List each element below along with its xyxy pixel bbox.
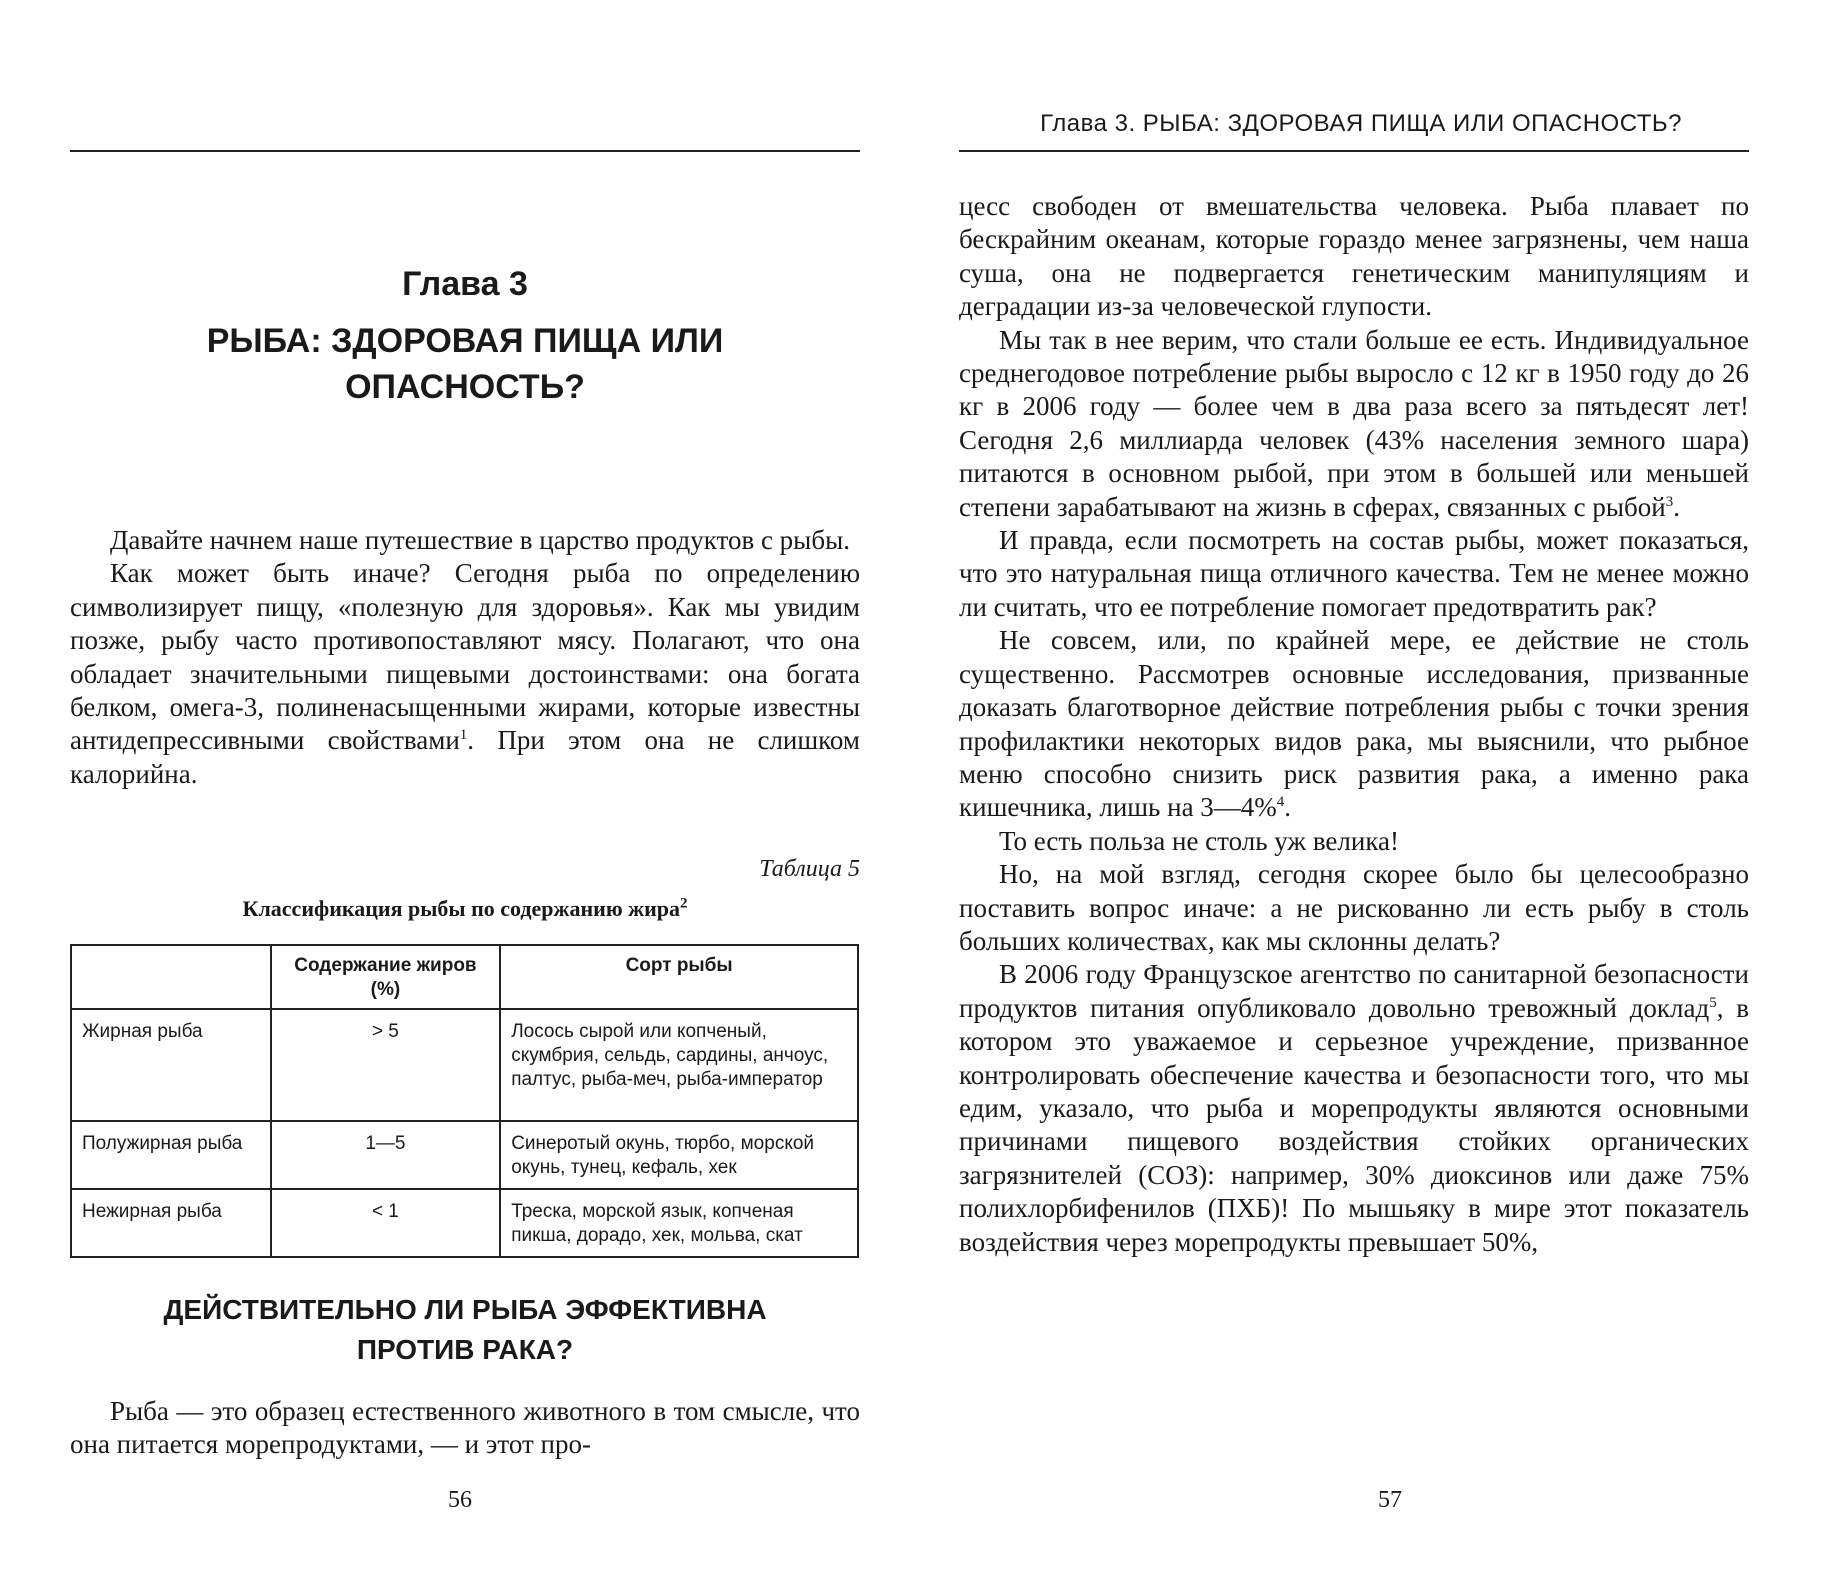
chapter-number: Глава 3 <box>402 265 528 303</box>
table-header-cell <box>71 945 271 1009</box>
paragraph: Давайте начнем наше путешествие в царство продуктов с рыбы. <box>110 525 850 555</box>
section-heading <box>70 1290 860 1370</box>
table-cell-fat: > 5 <box>271 1009 501 1121</box>
table-row <box>71 1121 858 1189</box>
paragraph-text: . <box>1284 792 1292 823</box>
footnote-ref: 2 <box>680 895 688 912</box>
fat-classification-table <box>70 944 859 1258</box>
paragraph-text: Мы так в нее верим, что стали больше ее есть. Индивидуальное среднегодовое потребление рыбы выросло с 12 кг в 1950 году до 26 кг в 2006 году — более чем в два раза всего за пятьдесят лет! Сегодня 2,6 миллиарда человек (43% населения земного шара) питаются в основном рыбой, при этом в большей или меньшей степени зарабатывают на жизнь в сферах, связанных с рыбой <box>959 324 1749 522</box>
table-cell-fat: < 1 <box>271 1189 501 1257</box>
table-label: Таблица 5 <box>759 856 860 882</box>
body-text <box>959 190 1749 1259</box>
section-text <box>70 1395 860 1462</box>
table-header-cell: Содержание жиров (%) <box>271 945 501 1009</box>
header-rule-left <box>70 150 860 152</box>
paragraph-text: Не совсем, или, по крайней мере, ее действие не столь существенно. Рассмотрев основные исследования, призванные доказать благотворное действие потребления рыбы с точки зрения профилактики некоторых видов рака, мы выяснили, что рыбное меню способно снизить риск развития рака, а именно рака кишечника, лишь на 3—4% <box>959 625 1749 823</box>
table-row <box>71 1189 858 1257</box>
paragraph-text: В 2006 году Французское агентство по санитарной безопасности продуктов питания опубликовало довольно тревожный доклад <box>959 959 1749 1023</box>
table-title <box>70 896 860 922</box>
table-cell-category: Жирная рыба <box>71 1009 271 1121</box>
page-number: 57 <box>1378 1487 1402 1513</box>
table-cell-species: Синеротый окунь, тюрбо, морской окунь, тунец, кефаль, хек <box>500 1121 858 1189</box>
footnote-ref: 4 <box>1276 794 1285 811</box>
paragraph-text: . При этом она не слишком калорийна. <box>70 725 860 789</box>
footnote-ref: 5 <box>1709 994 1717 1011</box>
footnote-ref: 1 <box>459 727 468 744</box>
right-page <box>914 0 1828 1574</box>
paragraph <box>959 324 1749 524</box>
running-header: Глава 3. РЫБА: ЗДОРОВАЯ ПИЩА ИЛИ ОПАСНОСТЬ? <box>1040 110 1682 137</box>
paragraph-text: , в котором это уважаемое и серьезное учреждение, призванное контролировать обеспечение качества и безопасности того, что мы едим, указало, что рыба и морепродукты являются основными причинами пищевого воздействия стойких органических загрязнителей (СОЗ): например, 30% диоксинов или даже 75% полихлорбифенилов (ПХБ)! По мышьяку в мире этот показатель воздействия через морепродукты превышает 50%, <box>959 992 1749 1257</box>
paragraph <box>959 624 1749 824</box>
paragraph: Рыба — это образец естественного животного в том смысле, что она питается морепродуктами, — и этот про- <box>70 1396 860 1460</box>
paragraph: Но, на мой взгляд, сегодня скорее было бы целесообразно поставить вопрос иначе: а не рискованно ли есть рыбу в столь больших количествах, как мы склонны делать? <box>959 859 1749 956</box>
table-title-text: Классификация рыбы по содержанию жира <box>242 896 680 921</box>
paragraph <box>70 557 860 791</box>
table-cell-species: Лосось сырой или копченый, скумбрия, сельдь, сардины, анчоус, палтус, рыба-меч, рыба-император <box>500 1009 858 1121</box>
table-cell-category: Полужирная рыба <box>71 1121 271 1189</box>
table-cell-species: Треска, морской язык, копченая пикша, дорадо, хек, мольва, скат <box>500 1189 858 1257</box>
footnote-ref: 3 <box>1665 493 1674 510</box>
page-number: 56 <box>448 1487 472 1513</box>
chapter-title-line: РЫБА: ЗДОРОВАЯ ПИЩА ИЛИ <box>206 322 724 360</box>
paragraph: цесс свободен от вмешательства человека. Рыба плавает по бескрайним океанам, которые гораздо менее загрязнены, чем наша суша, она не подвергается генетическим манипуляциям и деградации из-за человеческой глупости. <box>959 191 1749 322</box>
paragraph <box>959 958 1749 1259</box>
section-heading-line: ПРОТИВ РАКА? <box>356 1334 574 1365</box>
chapter-title-line: ОПАСНОСТЬ? <box>345 368 585 406</box>
section-heading-line: ДЕЙСТВИТЕЛЬНО ЛИ РЫБА ЭФФЕКТИВНА <box>163 1294 767 1325</box>
paragraph-text: . <box>1673 491 1680 522</box>
chapter-title <box>70 318 860 410</box>
intro-text <box>70 524 860 791</box>
table-header-cell: Сорт рыбы <box>500 945 858 1009</box>
paragraph-text: Как может быть иначе? Сегодня рыба по определению символизирует пищу, «полезную для здоровья». Как мы увидим позже, рыбу часто противопоставляют мясу. Полагают, что она обладает значительными пищевыми достоинствами: она богата белком, омега-3, полиненасыщенными жирами, которые известны антидепрессивными свойствами <box>70 558 860 756</box>
table-header-row <box>71 945 858 1009</box>
table-cell-fat: 1—5 <box>271 1121 501 1189</box>
paragraph: И правда, если посмотреть на состав рыбы, может показаться, что это натуральная пища отличного качества. Тем не менее можно ли считать, что ее потребление помогает предотвратить рак? <box>959 525 1749 622</box>
paragraph: То есть польза не столь уж велика! <box>999 825 1400 856</box>
header-rule-right <box>959 150 1749 152</box>
table-cell-category: Нежирная рыба <box>71 1189 271 1257</box>
table-row <box>71 1009 858 1121</box>
